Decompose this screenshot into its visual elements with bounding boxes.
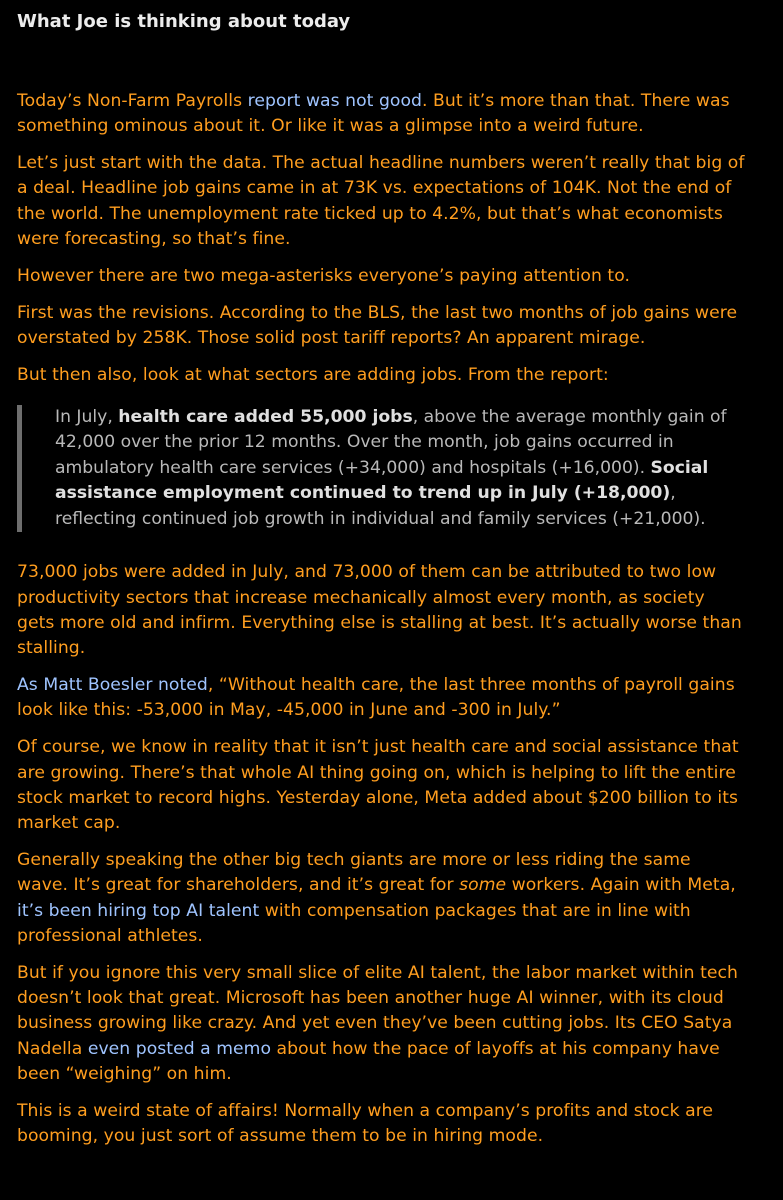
quote-text-c: , reflecting continued job growth in individual and family services (+21,000).	[55, 483, 706, 529]
quote-bold-health-care: health care added 55,000 jobs	[118, 406, 413, 427]
quote-bold-social-assistance: Social assistance employment continued to trend up in July (+18,000)	[55, 457, 709, 504]
paragraph-6: 73,000 jobs were added in July, and 73,000 of them can be attributed to two low productivity sectors that increase mechanically almost every month, as society gets more old and infirm. Everything else is stalling at best. It’s actually worse than stalling.	[17, 562, 742, 659]
blockquote-bar	[17, 405, 22, 533]
paragraph-7	[17, 673, 747, 724]
paragraph-9-text-b: workers. Again with Meta,	[506, 875, 736, 896]
matt-boesler-link[interactable]: As Matt Boesler noted	[17, 675, 208, 696]
paragraph-9-text-c: with compensation packages that are in line with professional athletes.	[17, 900, 691, 946]
paragraph-2: Let’s just start with the data. The actual headline numbers weren’t really that big of a deal. Headline job gains came in at 73K vs. expectations of 104K. Not the end of the world. The unemployment rate ticked up to 4.2%, but that’s what economists were forecasting, so that’s fine.	[17, 153, 745, 249]
paragraph-7-text: , “Without health care, the last three months of payroll gains look like this: -53,000 in May, -45,000 in June and -300 in July.”	[17, 675, 735, 721]
paragraph-4: First was the revisions. According to the BLS, the last two months of job gains were overstated by 258K. Those solid post tariff reports? An apparent mirage.	[17, 302, 738, 348]
quote-text-a: In July,	[55, 406, 119, 427]
page-title: What Joe is thinking about today	[17, 11, 351, 32]
paragraph-5: But then also, look at what sectors are adding jobs. From the report:	[17, 364, 609, 385]
paragraph-10-text-b: about how the pace of layoffs at his company have been “weighing” on him.	[17, 1038, 720, 1084]
paragraph-1	[17, 89, 747, 140]
paragraph-10	[17, 961, 747, 1087]
memo-link[interactable]: even posted a memo	[87, 1038, 272, 1059]
paragraph-11: This is a weird state of affairs! Normally when a company’s profits and stock are booming, you just sort of assume them to be in hiring mode.	[17, 1100, 714, 1146]
paragraph-1-text-a: Today’s Non-Farm Payrolls	[17, 91, 248, 111]
paragraph-9	[17, 848, 747, 949]
article	[17, 10, 747, 1161]
blockquote	[17, 405, 747, 533]
quote-text-b: , above the average monthly gain of 42,000 over the prior 12 months. Over the month, job gains occurred in ambulatory health care services (+34,000) and hospitals (+16,000).	[55, 406, 727, 478]
paragraph-10-text-a: But if you ignore this very small slice of elite AI talent, the labor market within tech doesn’t look that great. Microsoft has been another huge AI winner, with its cloud business growing like crazy. And yet even they’ve been cutting jobs. Its CEO Satya Nadella	[17, 962, 738, 1059]
paragraph-9-text-a: Generally speaking the other big tech giants are more or less riding the same wave. It’s great for shareholders, and it’s great for	[17, 849, 691, 896]
paragraph-1-text-b: . But it’s more than that. There was something ominous about it. Or like it was a glimpse into a weird future.	[17, 91, 730, 137]
paragraph-8: Of course, we know in reality that it isn’t just health care and social assistance that are growing. There’s that whole AI thing going on, which is helping to lift the entire stock market to record highs. Yesterday alone, Meta added about $200 billion to its market cap.	[17, 737, 739, 834]
ai-talent-link[interactable]: it’s been hiring top AI talent	[17, 900, 260, 921]
paragraph-9-emphasis: some	[459, 875, 507, 896]
report-link[interactable]: report was not good	[247, 91, 423, 111]
paragraph-3: However there are two mega-asterisks everyone’s paying attention to.	[17, 265, 631, 286]
